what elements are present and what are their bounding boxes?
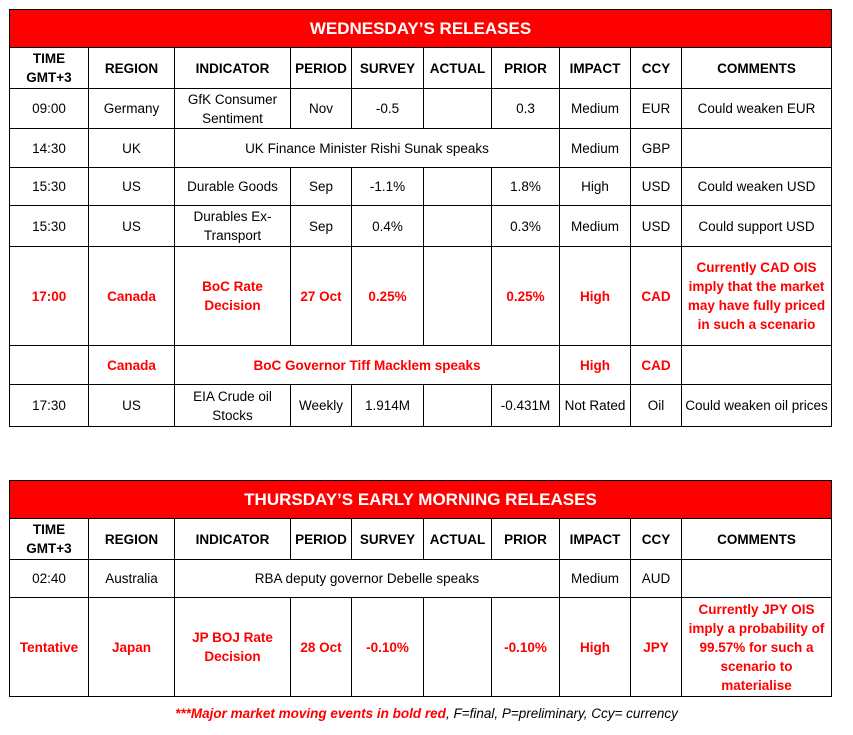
cell-ccy: CAD: [631, 247, 682, 346]
header-row: [10, 519, 832, 560]
cell-ccy: CAD: [631, 346, 682, 385]
table-row: [10, 560, 832, 598]
cell-impact: High: [560, 598, 631, 697]
cell-prior: 0.25%: [492, 247, 560, 346]
cell-indicator: BoC Rate Decision: [175, 247, 291, 346]
cell-time: 14:30: [10, 129, 89, 168]
cell-ccy: GBP: [631, 129, 682, 168]
col-prior: PRIOR: [492, 519, 560, 560]
cell-ccy: USD: [631, 168, 682, 206]
cell-period: 28 Oct: [291, 598, 352, 697]
cell-actual: [424, 385, 492, 427]
col-survey: SURVEY: [352, 48, 424, 89]
cell-impact: Medium: [560, 206, 631, 247]
col-indicator: INDICATOR: [175, 48, 291, 89]
col-time: TIME GMT+3: [10, 519, 89, 560]
table-row: [10, 247, 832, 346]
table-row: [10, 598, 832, 697]
cell-time: Tentative: [10, 598, 89, 697]
cell-indicator: Durable Goods: [175, 168, 291, 206]
cell-ccy: AUD: [631, 560, 682, 598]
wednesday-title: WEDNESDAY’S RELEASES: [10, 10, 832, 48]
cell-comments: Currently CAD OIS imply that the market may have fully priced in such a scenario: [682, 247, 832, 346]
cell-survey: 0.25%: [352, 247, 424, 346]
thursday-title: THURSDAY’S EARLY MORNING RELEASES: [10, 481, 832, 519]
col-ccy: CCY: [631, 48, 682, 89]
cell-time: 15:30: [10, 168, 89, 206]
footnote-legend: , F=final, P=preliminary, Ccy= currency: [445, 706, 678, 721]
cell-survey: -0.5: [352, 89, 424, 129]
col-period: PERIOD: [291, 48, 352, 89]
cell-impact: Medium: [560, 89, 631, 129]
cell-comments: Could weaken EUR: [682, 89, 832, 129]
cell-impact: High: [560, 247, 631, 346]
footnote-highlight: ***Major market moving events in bold red: [175, 706, 446, 721]
cell-comments: Could support USD: [682, 206, 832, 247]
col-impact: IMPACT: [560, 48, 631, 89]
cell-ccy: USD: [631, 206, 682, 247]
cell-region: Germany: [89, 89, 175, 129]
cell-event: UK Finance Minister Rishi Sunak speaks: [175, 129, 560, 168]
cell-actual: [424, 598, 492, 697]
cell-survey: -0.10%: [352, 598, 424, 697]
cell-event: RBA deputy governor Debelle speaks: [175, 560, 560, 598]
table-row: [10, 385, 832, 427]
cell-comments: Could weaken oil prices: [682, 385, 832, 427]
cell-period: Sep: [291, 206, 352, 247]
footnote: [0, 706, 853, 721]
cell-region: Australia: [89, 560, 175, 598]
cell-impact: High: [560, 168, 631, 206]
table-row: [10, 346, 832, 385]
cell-comments: Could weaken USD: [682, 168, 832, 206]
cell-prior: 0.3%: [492, 206, 560, 247]
wednesday-releases-table: [9, 9, 832, 427]
cell-impact: Medium: [560, 560, 631, 598]
cell-region: US: [89, 168, 175, 206]
col-period: PERIOD: [291, 519, 352, 560]
col-time: TIME GMT+3: [10, 48, 89, 89]
table-row: [10, 89, 832, 129]
cell-region: US: [89, 385, 175, 427]
cell-indicator: Durables Ex-Transport: [175, 206, 291, 247]
cell-region: Canada: [89, 247, 175, 346]
cell-prior: 1.8%: [492, 168, 560, 206]
cell-event: BoC Governor Tiff Macklem speaks: [175, 346, 560, 385]
cell-ccy: JPY: [631, 598, 682, 697]
table-row: [10, 129, 832, 168]
cell-time: 17:30: [10, 385, 89, 427]
col-comments: COMMENTS: [682, 48, 832, 89]
cell-ccy: Oil: [631, 385, 682, 427]
col-region: REGION: [89, 519, 175, 560]
col-actual: ACTUAL: [424, 48, 492, 89]
col-prior: PRIOR: [492, 48, 560, 89]
cell-survey: -1.1%: [352, 168, 424, 206]
cell-actual: [424, 206, 492, 247]
thursday-releases-table: [9, 480, 832, 697]
col-region: REGION: [89, 48, 175, 89]
cell-prior: -0.431M: [492, 385, 560, 427]
cell-period: Nov: [291, 89, 352, 129]
cell-indicator: EIA Crude oil Stocks: [175, 385, 291, 427]
cell-period: 27 Oct: [291, 247, 352, 346]
cell-time: 09:00: [10, 89, 89, 129]
cell-time: 15:30: [10, 206, 89, 247]
cell-time: 02:40: [10, 560, 89, 598]
cell-time: [10, 346, 89, 385]
cell-impact: Not Rated: [560, 385, 631, 427]
col-impact: IMPACT: [560, 519, 631, 560]
cell-comments: [682, 129, 832, 168]
cell-time: 17:00: [10, 247, 89, 346]
cell-comments: Currently JPY OIS imply a probability of 99.57% for such a scenario to materialise: [682, 598, 832, 697]
cell-impact: Medium: [560, 129, 631, 168]
cell-period: Weekly: [291, 385, 352, 427]
cell-actual: [424, 168, 492, 206]
header-row: [10, 48, 832, 89]
table-row: [10, 168, 832, 206]
cell-comments: [682, 346, 832, 385]
cell-ccy: EUR: [631, 89, 682, 129]
cell-impact: High: [560, 346, 631, 385]
cell-region: Canada: [89, 346, 175, 385]
cell-survey: 1.914M: [352, 385, 424, 427]
cell-comments: [682, 560, 832, 598]
cell-region: US: [89, 206, 175, 247]
table-row: [10, 206, 832, 247]
cell-region: UK: [89, 129, 175, 168]
cell-actual: [424, 89, 492, 129]
col-indicator: INDICATOR: [175, 519, 291, 560]
col-actual: ACTUAL: [424, 519, 492, 560]
cell-actual: [424, 247, 492, 346]
cell-survey: 0.4%: [352, 206, 424, 247]
cell-indicator: JP BOJ Rate Decision: [175, 598, 291, 697]
cell-period: Sep: [291, 168, 352, 206]
cell-prior: 0.3: [492, 89, 560, 129]
cell-prior: -0.10%: [492, 598, 560, 697]
col-survey: SURVEY: [352, 519, 424, 560]
cell-region: Japan: [89, 598, 175, 697]
col-comments: COMMENTS: [682, 519, 832, 560]
cell-indicator: GfK Consumer Sentiment: [175, 89, 291, 129]
col-ccy: CCY: [631, 519, 682, 560]
